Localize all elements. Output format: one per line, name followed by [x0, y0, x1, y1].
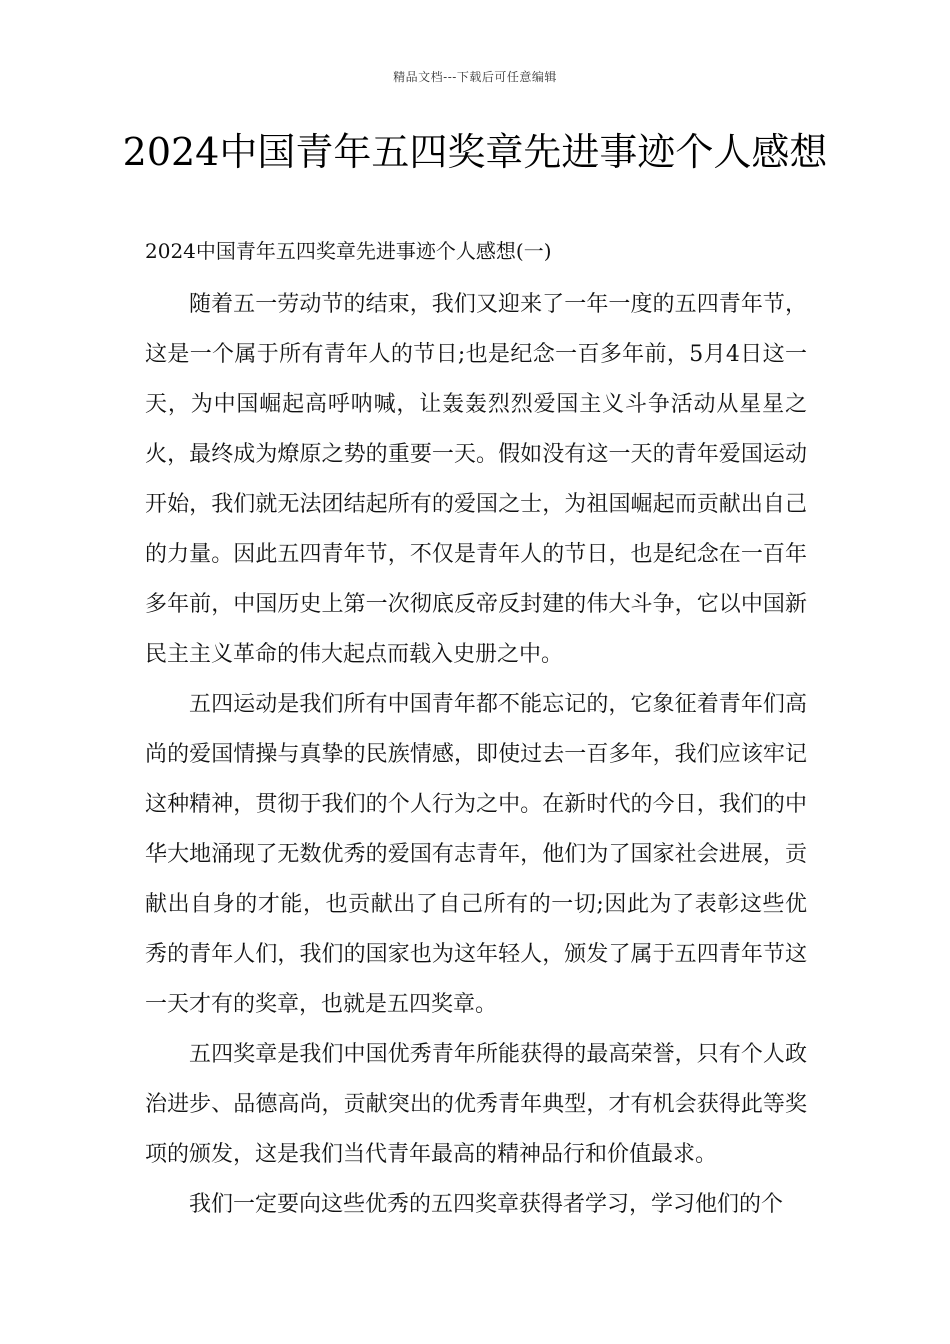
body-text [145, 280, 807, 1230]
paragraph-1: 随着五一劳动节的结束，我们又迎来了一年一度的五四青年节，这是一个属于所有青年人的节日;也是纪念一百多年前，5月4日这一天，为中国崛起高呼呐喊，让轰轰烈烈爱国主义斗争活动从星星之火，最终成为燎原之势的重要一天。假如没有这一天的青年爱国运动开始，我们就无法团结起所有的爱国之士，为祖国崛起而贡献出自己的力量。因此五四青年节，不仅是青年人的节日，也是纪念在一百年多年前，中国历史上第一次彻底反帝反封建的伟大斗争，它以中国新民主主义革命的伟大起点而载入史册之中。 [145, 292, 807, 667]
document-title: 2024中国青年五四奖章先进事迹个人感想 [122, 130, 828, 174]
header-note: 精品文档---下载后可任意编辑 [393, 70, 557, 84]
paragraph-3: 五四奖章是我们中国优秀青年所能获得的最高荣誉，只有个人政治进步、品德高尚，贡献突出的优秀青年典型，才有机会获得此等奖项的颁发，这是我们当代青年最高的精神品行和价值最求。 [145, 1042, 807, 1167]
paragraph-2: 五四运动是我们所有中国青年都不能忘记的，它象征着青年们高尚的爱国情操与真挚的民族情感，即使过去一百多年，我们应该牢记这种精神，贯彻于我们的个人行为之中。在新时代的今日，我们的中华大地涌现了无数优秀的爱国有志青年，他们为了国家社会进展，贡献出自身的才能，也贡献出了自己所有的一切;因此为了表彰这些优秀的青年人们，我们的国家也为这年轻人，颁发了属于五四青年节这一天才有的奖章，也就是五四奖章。 [145, 692, 807, 1017]
section-subtitle: 2024中国青年五四奖章先进事迹个人感想(一) [145, 239, 552, 263]
paragraph-4: 我们一定要向这些优秀的五四奖章获得者学习，学习他们的个 [189, 1192, 784, 1217]
